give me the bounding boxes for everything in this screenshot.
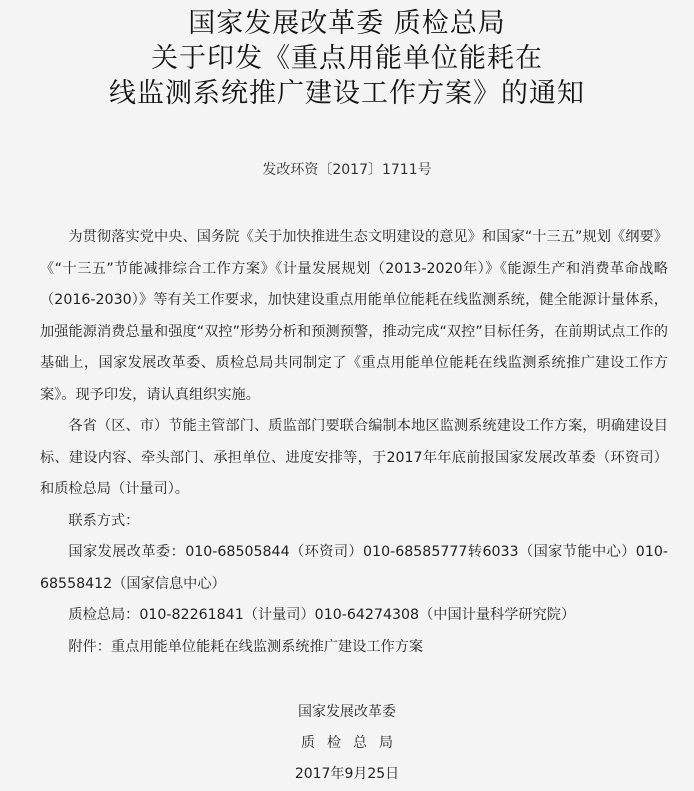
title-line-1: 国家发展改革委 质检总局	[188, 8, 506, 39]
document-number: 发改环资〔2017〕1711号	[262, 162, 432, 178]
attachment-line: 附件：重点用能单位能耗在线监测系统推广建设工作方案	[68, 638, 424, 655]
title-line-2: 关于印发《重点用能单位能耗在	[151, 43, 543, 74]
title-line-3: 线监测系统推广建设工作方案》的通知	[109, 78, 585, 109]
document-body	[40, 222, 668, 663]
contact-aqsiq: 质检总局：010-82261841（计量司）010-64274308（中国计量科学研究院）	[68, 607, 576, 623]
contact-ndrc: 国家发展改革委：010-68505844（环资司）010-68585777转6033（国家节能中心）010-68558412（国家信息中心）	[40, 544, 668, 592]
signature-org-ndrc: 国家发展改革委	[298, 704, 396, 720]
signature-date: 2017年9月25日	[294, 766, 400, 782]
paragraph-requirements: 各省（区、市）节能主管部门、质监部门要联合编制本地区监测系统建设工作方案，明确建设目标、建设内容、牵头部门、承担单位、进度安排等，于2017年年底前报国家发展改革委（环资司）和质检总局（计量司）。	[40, 418, 668, 497]
document-title	[0, 6, 694, 111]
paragraph-intro: 为贯彻落实党中央、国务院《关于加快推进生态文明建设的意见》和国家“十三五”规划《纲要》《“十三五”节能减排综合工作方案》《计量发展规划（2013-2020年）》《能源生产和消费革命战略（2016-2030）》等有关工作要求，加快建设重点用能单位能耗在线监测系统，健全能源计量体系，加强能源消费总量和强度“双控”形势分析和预测预警，推动完成“双控”目标任务，在前期试点工作的基础上，国家发展改革委、质检总局共同制定了《重点用能单位能耗在线监测系统推广建设工作方案》。现予印发，请认真组织实施。	[40, 229, 668, 403]
contact-label: 联系方式：	[68, 512, 140, 529]
signature-block	[0, 697, 694, 790]
signature-org-aqsiq: 质检总局	[301, 735, 405, 751]
